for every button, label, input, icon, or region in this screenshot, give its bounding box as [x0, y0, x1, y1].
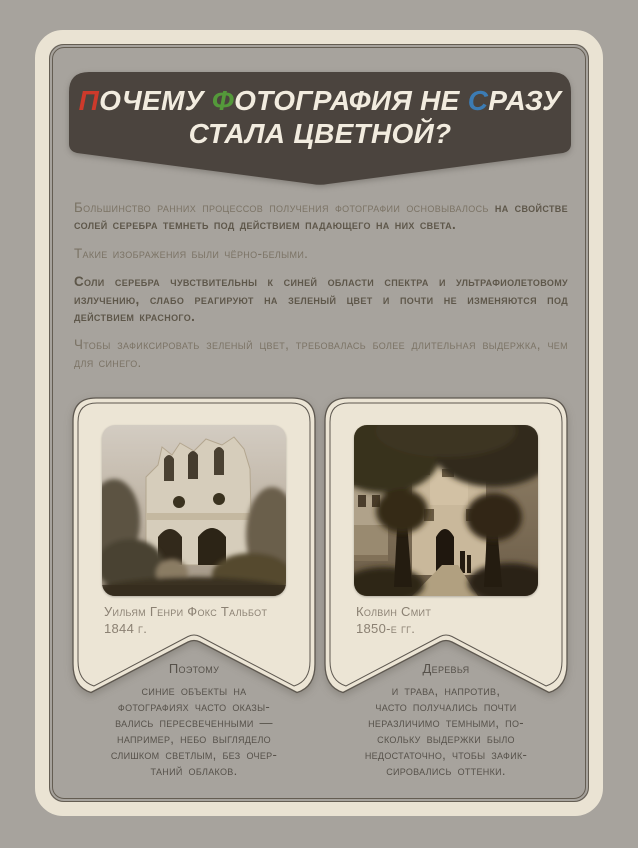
- intro-section: [74, 199, 568, 382]
- title-text: ОЧЕМУ: [99, 85, 212, 116]
- intro-paragraph-4: Чтобы зафиксировать зеленый цвет, требовалась более длительная выдержка, чем для синего.: [74, 337, 568, 370]
- photo-frame: [102, 425, 286, 596]
- abbey-ruins-photo: [102, 425, 286, 596]
- photo-card-smith: [324, 397, 568, 696]
- note-line: часто получались почти: [375, 699, 517, 714]
- poster-title: [68, 71, 572, 150]
- note-dark-trees: [324, 661, 568, 779]
- note-line: слишком светлым, без очер-: [110, 747, 278, 762]
- intro-paragraph-2: Такие изображения были чёрно-белыми.: [74, 245, 309, 261]
- photo-card-talbot: [72, 397, 316, 696]
- intro-p1-regular: Большинство ранних процессов получения фотографии основывалось: [74, 200, 495, 215]
- note-line: таний облаков.: [150, 763, 238, 778]
- photo-caption-author: Колвин Смит: [356, 604, 432, 619]
- note-line: Деревья: [422, 661, 470, 676]
- title-letter-f-green: Ф: [211, 85, 235, 116]
- title-letter-p-red: П: [78, 85, 100, 116]
- title-line-1: [68, 84, 572, 117]
- header-banner: [68, 71, 572, 187]
- photo-caption-author: Уильям Генри Фокс Тальбот: [104, 604, 268, 619]
- note-line: синие объекты на: [141, 683, 247, 698]
- note-line: фотографиях часто оказы-: [117, 699, 271, 714]
- note-line: Поэтому: [168, 661, 220, 676]
- note-line: недостаточно, чтобы зафик-: [364, 747, 528, 762]
- note-line: вались пересвеченными —: [115, 715, 273, 730]
- intro-paragraph-1: [74, 199, 568, 234]
- title-text: ОТОГРАФИЯ НЕ: [234, 85, 468, 116]
- note-line: и трава, напротив,: [391, 683, 501, 698]
- note-line: неразличимо темными, по-: [368, 715, 524, 730]
- church-path-photo: [354, 425, 538, 596]
- photo-caption-year: 1850-е гг.: [356, 621, 416, 636]
- intro-p1-bold: на свойстве солей серебра темнеть под действием падающего на них света.: [74, 200, 568, 233]
- photo-caption-year: 1844 г.: [104, 621, 148, 636]
- photo-frame: [354, 425, 538, 596]
- note-line: сировались оттенки.: [386, 763, 506, 778]
- photo-caption: [356, 603, 431, 637]
- title-text: РАЗУ: [488, 85, 562, 116]
- title-letter-s-blue: С: [467, 85, 489, 116]
- intro-paragraph-3: Соли серебра чувствительны к синей области спектра и ультрафиолетовому излучению, слабо реагируют на зеленый цвет и почти не изменяются под действием красного.: [74, 274, 568, 325]
- note-blue-objects: [72, 661, 316, 779]
- photo-caption: [104, 603, 267, 637]
- note-line: скольку выдержки было: [377, 731, 515, 746]
- note-line: например, небо выглядело: [117, 731, 271, 746]
- title-line-2: СТАЛА ЦВЕТНОЙ?: [188, 118, 452, 149]
